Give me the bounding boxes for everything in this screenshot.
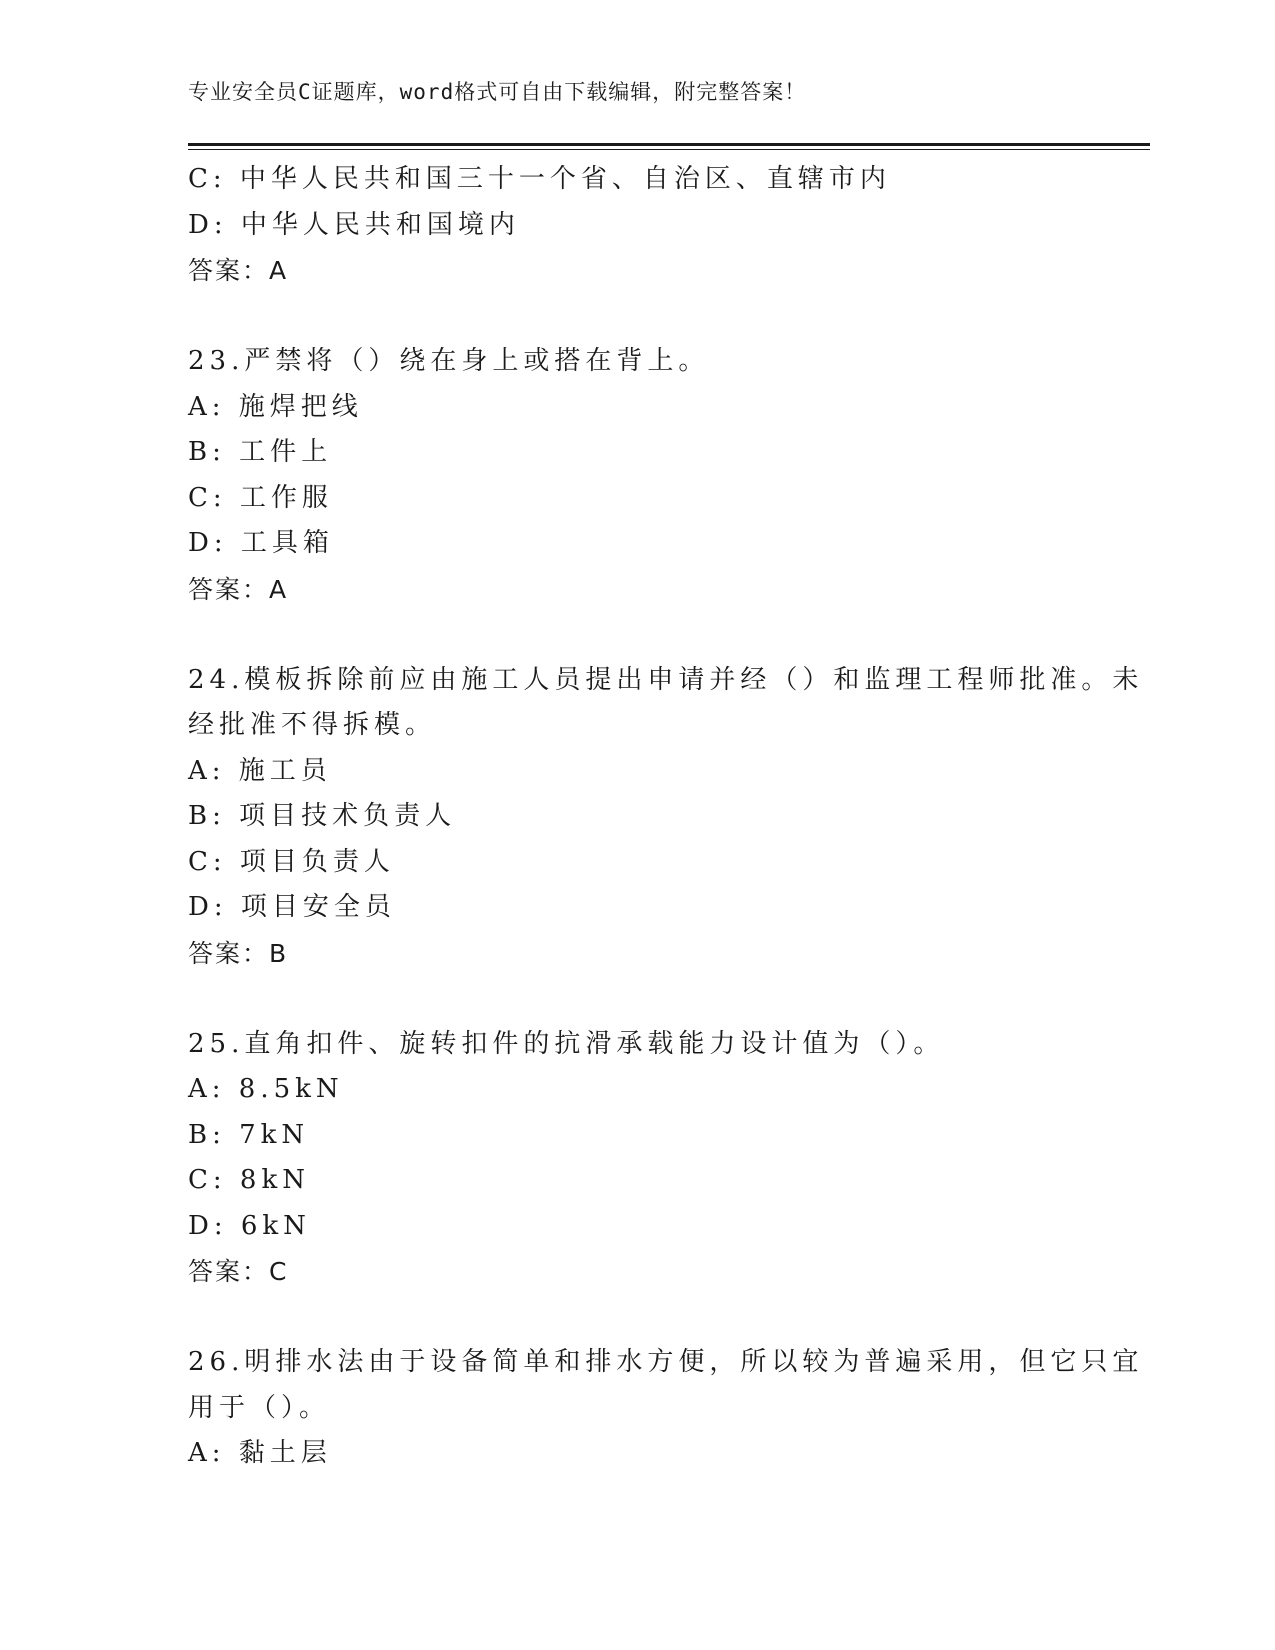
option-a: A: 8.5kN <box>188 1074 344 1104</box>
option-d: D: 中华人民共和国境内 <box>188 209 520 240</box>
question-stem-line-1: 26.明排水法由于设备简单和排水方便，所以较为普遍采用，但它只宜 <box>188 1347 1144 1377</box>
question-stem: 23.严禁将（）绕在身上或搭在背上。 <box>188 346 710 376</box>
header-divider-thick <box>188 143 1150 146</box>
question-23 <box>188 339 1088 612</box>
question-24 <box>188 658 1144 977</box>
question-stem: 25.直角扣件、旋转扣件的抗滑承载能力设计值为（）。 <box>188 1028 945 1059</box>
answer: 答案：A <box>188 256 289 285</box>
option-c: C: 项目负责人 <box>188 846 395 877</box>
page-header: 专业安全员C证题库，word格式可自由下载编辑，附完整答案！ <box>188 80 807 104</box>
option-c: C: 中华人民共和国三十一个省、自治区、直辖市内 <box>188 164 891 194</box>
option-b: B: 7kN <box>188 1119 310 1150</box>
question-stem-line-2: 经批准不得拆模。 <box>188 710 437 740</box>
option-d: D: 项目安全员 <box>188 892 396 922</box>
option-c: C: 8kN <box>188 1165 310 1195</box>
option-c: C: 工作服 <box>188 482 333 513</box>
question-stem-line-2: 用于（）。 <box>188 1392 331 1423</box>
option-d: D: 6kN <box>188 1210 311 1241</box>
question-26 <box>188 1340 1144 1477</box>
answer: 答案：B <box>188 938 289 968</box>
answer: 答案：A <box>188 574 289 604</box>
header-divider-thin <box>188 149 1150 150</box>
answer: 答案：C <box>188 1257 289 1286</box>
option-a: A: 施焊把线 <box>188 391 363 422</box>
question-25 <box>188 1022 1088 1295</box>
question-list <box>188 157 1144 1477</box>
option-a: A: 黏土层 <box>188 1438 332 1468</box>
option-a: A: 施工员 <box>188 755 332 786</box>
option-b: B: 工件上 <box>188 437 333 467</box>
option-d: D: 工具箱 <box>188 528 334 558</box>
question-stem-line-1: 24.模板拆除前应由施工人员提出申请并经（）和监理工程师批准。未 <box>188 664 1144 695</box>
option-b: B: 项目技术负责人 <box>188 801 457 831</box>
question-22-continued <box>188 157 1088 294</box>
